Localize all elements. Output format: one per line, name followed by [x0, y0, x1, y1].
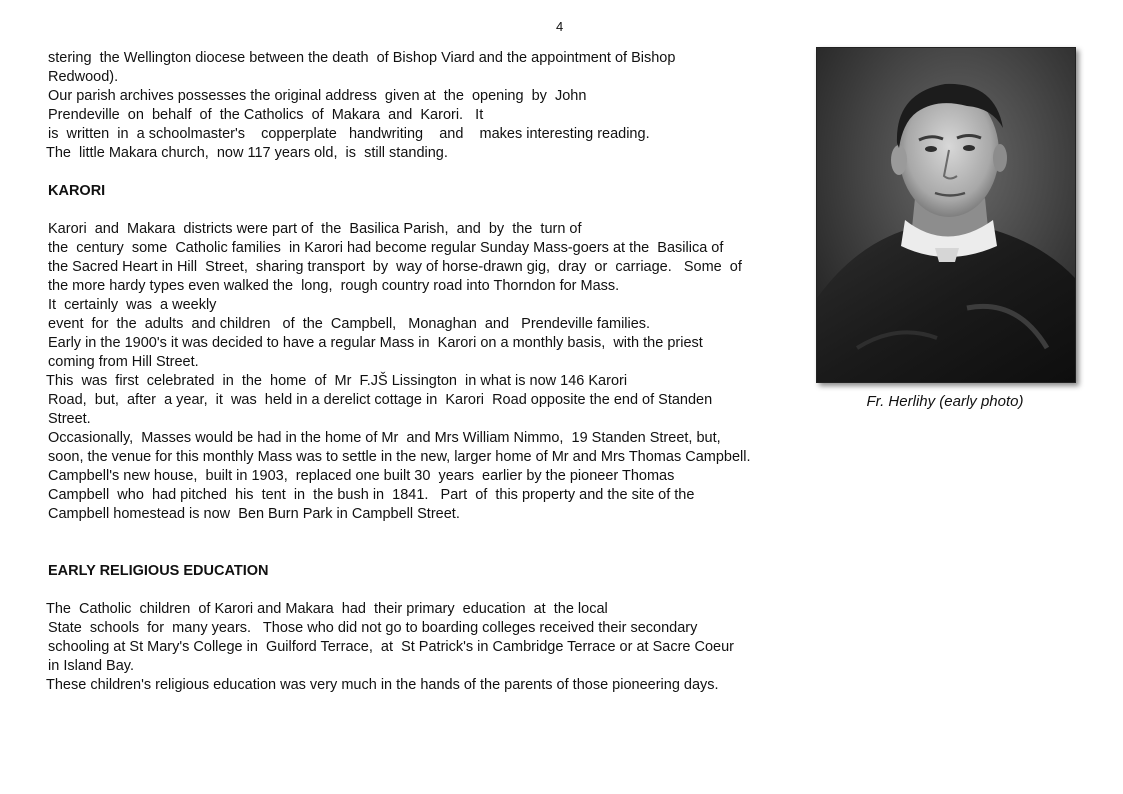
body-line: It certainly was a weekly — [48, 297, 217, 313]
page-number: 4 — [556, 19, 564, 34]
body-line: Campbell who had pitched his tent in the bush in 1841. Part of this property and the site of the — [48, 487, 695, 503]
body-line: Occasionally, Masses would be had in the home of Mr and Mrs William Nimmo, 19 Standen Street, but, — [48, 430, 721, 446]
photo-caption: Fr. Herlihy (early photo) — [866, 393, 1024, 410]
spacer — [48, 201, 800, 220]
body-line: This was first celebrated in the home of Mr F.JŠ Lissington in what is now 146 Karori — [46, 373, 628, 389]
body-line: Our parish archives possesses the original address given at the opening by John — [48, 88, 587, 104]
body-line: Road, but, after a year, it was held in a derelict cottage in Karori Road opposite the end of Standen — [48, 392, 713, 408]
body-line: Campbell's new house, built in 1903, replaced one built 30 years earlier by the pioneer Thomas — [48, 468, 675, 484]
body-line: Prendeville on behalf of the Catholics of Makara and Karori. It — [48, 107, 484, 123]
body-line: Redwood). — [48, 69, 119, 85]
body-line: schooling at St Mary's College in Guilford Terrace, at St Patrick's in Cambridge Terrace or at Sacre Coeur — [48, 639, 734, 655]
portrait-photo — [816, 47, 1076, 383]
body-text — [48, 49, 800, 695]
body-line: in Island Bay. — [48, 658, 134, 674]
body-line: State schools for many years. Those who did not go to boarding colleges received their secondary — [48, 620, 698, 636]
spacer — [48, 524, 800, 543]
body-line: soon, the venue for this monthly Mass was to settle in the new, larger home of Mr and Mrs Thomas Campbell. — [48, 449, 751, 465]
body-line: Street. — [48, 411, 91, 427]
body-line: These children's religious education was very much in the hands of the parents of those pioneering days. — [46, 677, 719, 693]
section-heading-education: EARLY RELIGIOUS EDUCATION — [48, 563, 269, 579]
body-line: Karori and Makara districts were part of the Basilica Parish, and by the turn of — [48, 221, 582, 237]
body-line: coming from Hill Street. — [48, 354, 199, 370]
body-line: stering the Wellington diocese between the death of Bishop Viard and the appointment of Bishop — [48, 50, 676, 66]
body-line: Early in the 1900's it was decided to have a regular Mass in Karori on a monthly basis, with the priest — [48, 335, 703, 351]
body-line: Campbell homestead is now Ben Burn Park in Campbell Street. — [48, 506, 460, 522]
body-line: is written in a schoolmaster's copperplate handwriting and makes interesting reading. — [48, 126, 650, 142]
priest-portrait-icon — [817, 48, 1075, 382]
body-line: event for the adults and children of the Campbell, Monaghan and Prendeville families. — [48, 316, 651, 332]
body-line: The little Makara church, now 117 years old, is still standing. — [46, 145, 448, 161]
body-line: the century some Catholic families in Karori had become regular Sunday Mass-goers at the Basilica of — [48, 240, 724, 256]
section-heading-karori: KARORI — [48, 183, 106, 199]
body-line: the Sacred Heart in Hill Street, sharing transport by way of horse-drawn gig, dray or carriage. Some of — [48, 259, 742, 275]
body-line: The Catholic children of Karori and Makara had their primary education at the local — [46, 601, 608, 617]
spacer — [48, 543, 800, 562]
spacer — [48, 163, 800, 182]
spacer — [48, 581, 800, 600]
body-line: the more hardy types even walked the long, rough country road into Thorndon for Mass. — [48, 278, 620, 294]
